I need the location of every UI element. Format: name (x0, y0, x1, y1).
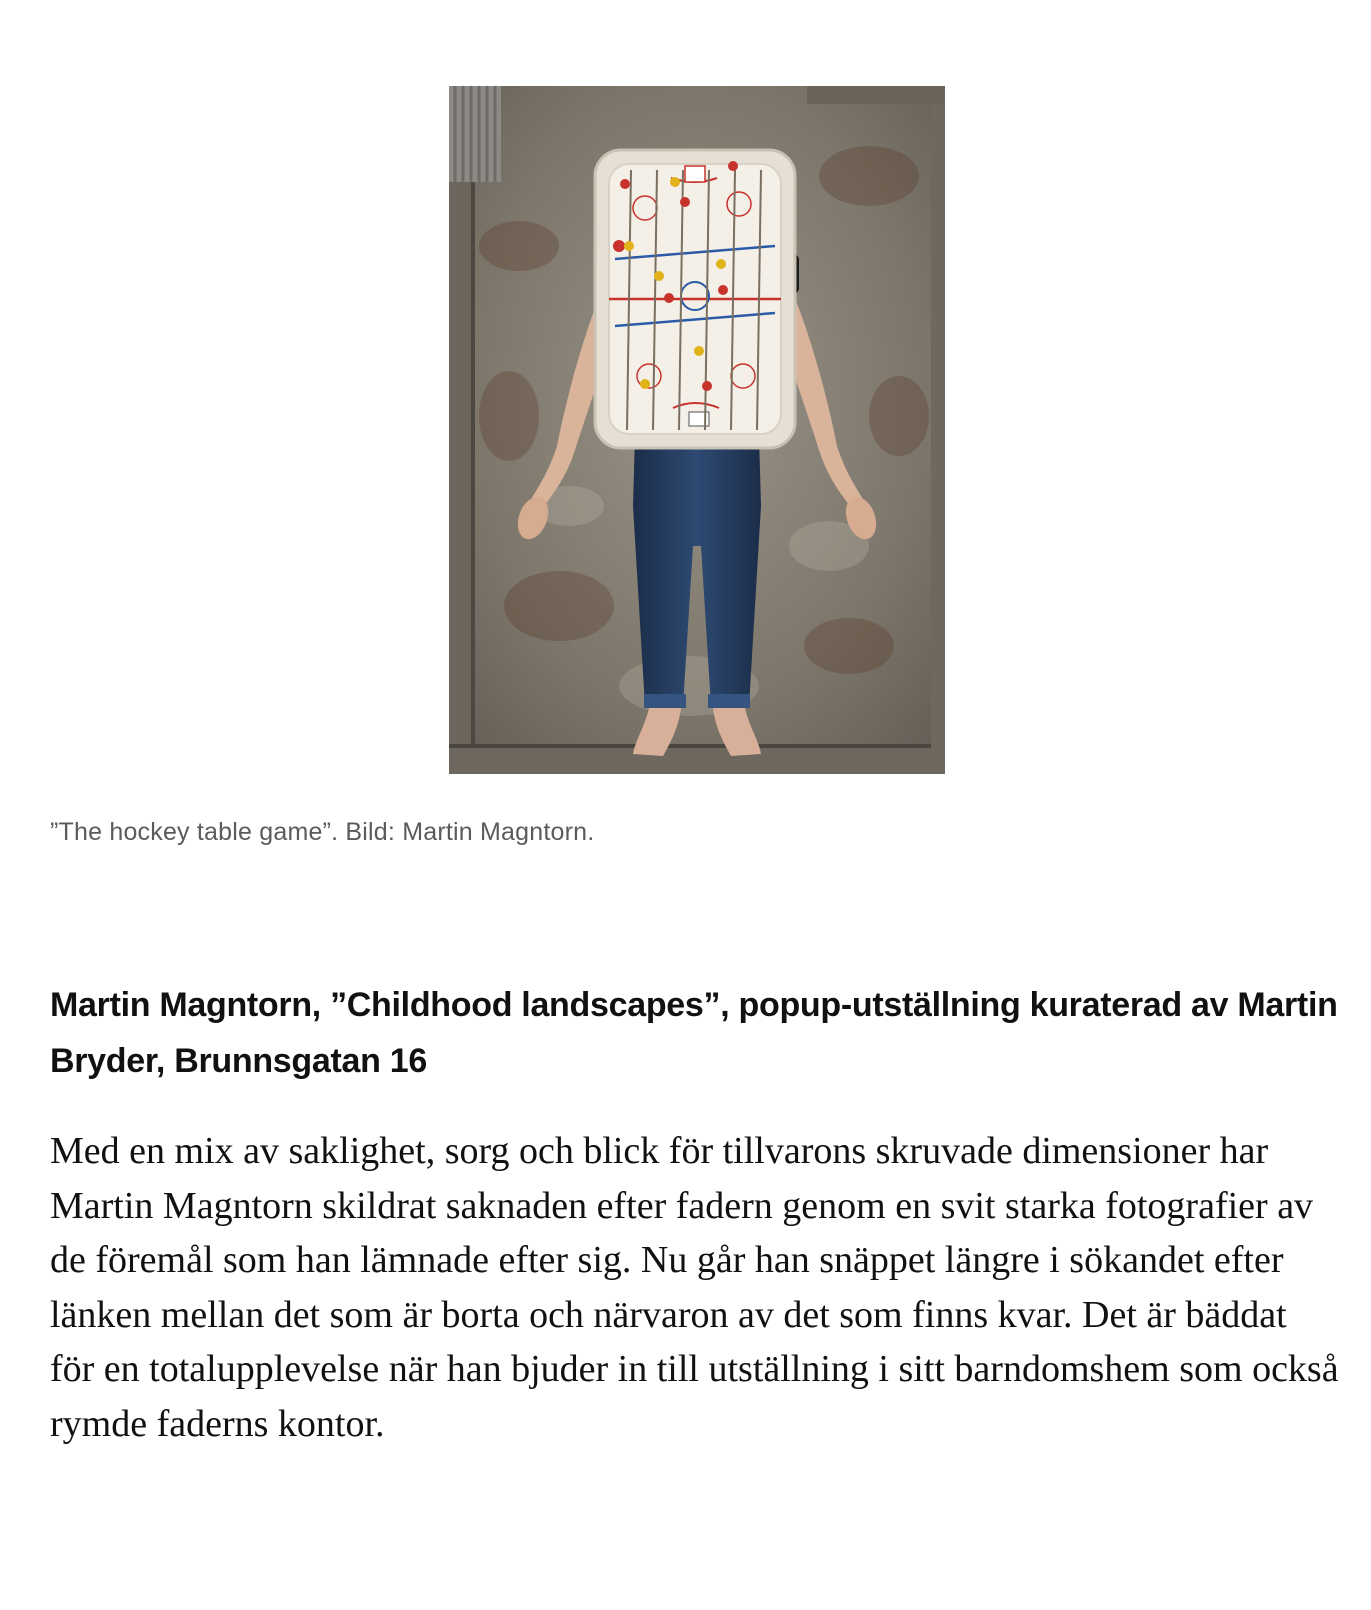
article-paragraph: Med en mix av saklighet, sorg och blick för tillvarons skruvade dimensioner har Martin Magntorn skildrat saknaden efter fadern genom en svit starka fotografier av de föremål som han lämnade efter sig. Nu går han snäppet längre i sökandet efter länken mellan det som är borta och närvaron av det som finns kvar. Det är bäddat för en totalupplevelse när han bjuder in till utställning i sitt barndomshem som också rymde faderns kontor. (50, 1130, 1339, 1445)
article-photo (449, 86, 945, 774)
exhibition-heading: Martin Magntorn, ”Childhood landscapes”, popup-utställning kuraterad av Martin Bryder, Brunnsgatan 16 (50, 986, 1338, 1080)
image-caption: ”The hockey table game”. Bild: Martin Magntorn. (50, 818, 595, 846)
